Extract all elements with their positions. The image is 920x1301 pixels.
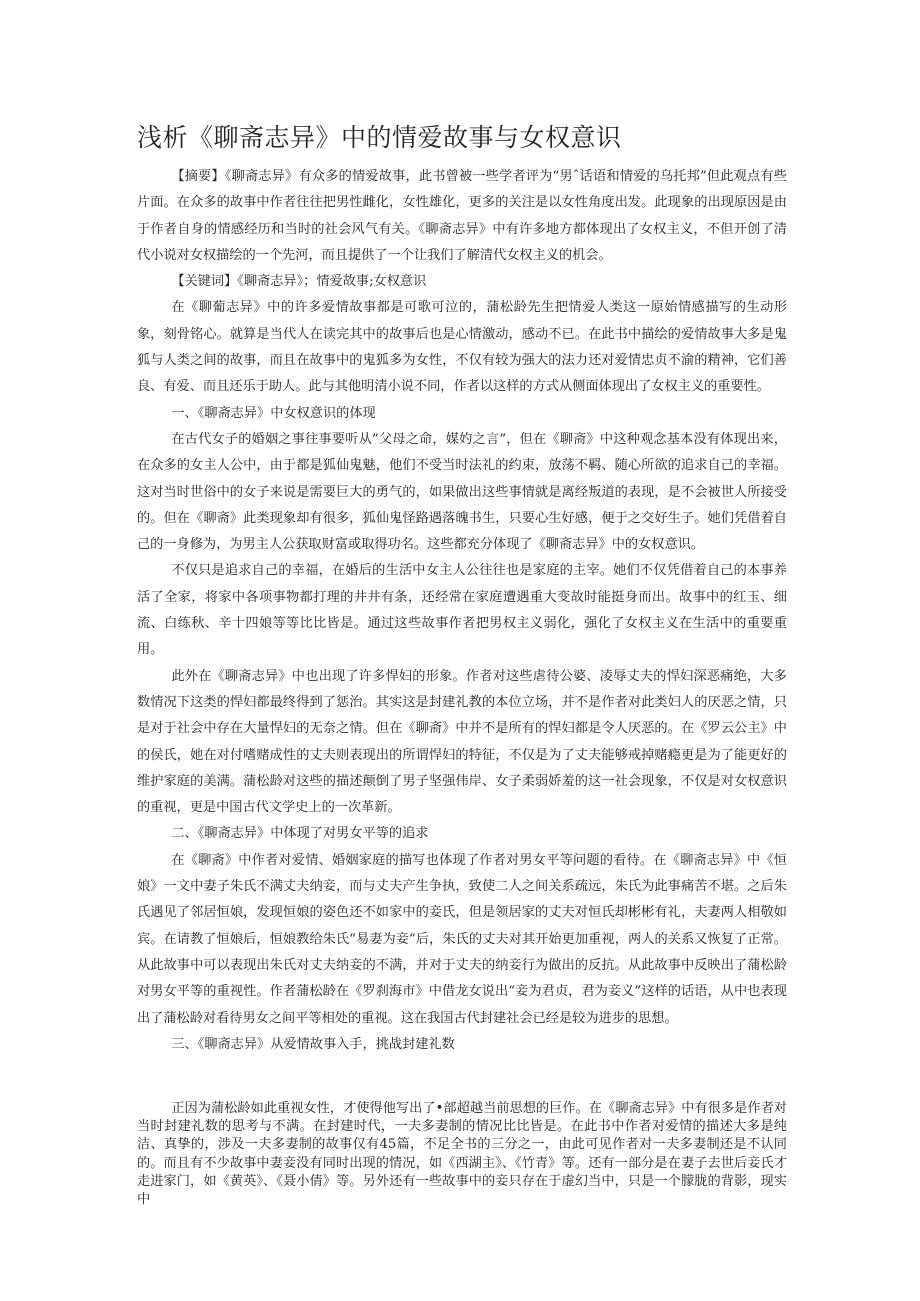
section-heading: 三、《聊斋志异》从爱情故事入手，挑战封建礼数 bbox=[171, 1036, 455, 1052]
section-heading: 一、《聊斋志异》中女权意识的体现 bbox=[171, 405, 376, 421]
body-paragraph: 此外在《聊斋志异》中也出现了许多悍妇的形象。作者对这些虐待公婆、凌辱丈夫的悍妇深恶痛绝，大多数情况下这类的悍妇都最终得到了惩治。其实这是封建礼教的本位立场，并不是作者对此类妇人的厌恶之情，只是对于社会中存在大量悍妇的无奈之情。但在《聊斋》中并不是所有的悍妇都是令人厌恶的。在《罗云公主》中的侯氏，她在对付嗜赌成性的丈夫则表现出的所谓悍妇的特征，不仅是为了丈夫能够戒掉赌瘾更是为了能更好的维护家庭的美满。蒲松龄对这些的描述颠倒了男子坚强伟岸、女子柔弱娇羞的这一社会现象，不仅是对女权意识的重视，更是中国古代文学史上的一次革新。 bbox=[137, 668, 787, 816]
document-body bbox=[137, 164, 787, 1058]
document-title: 浅析《聊斋志异》中的情爱故事与女权意识 bbox=[137, 123, 622, 152]
section-heading: 二、《聊斋志异》中体现了对男女平等的追求 bbox=[171, 826, 429, 842]
keywords-paragraph: 【关键词】《聊斋志异》；情爱故事;女权意识 bbox=[171, 274, 427, 290]
body-paragraph: 在《聊葡志异》中的许多爱情故事都是可歌可泣的，蒲松龄先生把情爱人类这一原始情感描写的生动形象，刻骨铭心。就算是当代人在读完其中的故事后也是心情激动，感动不已。在此书中描绘的爱情故事大多是鬼狐与人类之间的故事，而且在故事中的鬼狐多为女性，不仅有较为强大的法力还对爱情忠贞不渝的精神，它们善良、有爱、而且还乐于助人。此与其他明清小说不同，作者以这样的方式从侧面体现出了女权主义的重要性。 bbox=[137, 300, 787, 395]
abstract-paragraph: 【摘要】《聊斋志异》有众多的情爱故事，此书曾被一些学者评为“男ˆ话语和情爱的乌托邦”但此观点有些片面。在众多的故事中作者往往把男性雌化，女性雄化，更多的关注是以女性角度出发。此现象的出现原因是由于作者自身的情感经历和当时的社会风气有关。《聊斋志异》中有许多地方都体现出了女权主义，不但开创了清代小说对女权描绘的一个先河，而且提供了一个让我们了解清代女权主义的机会。 bbox=[137, 169, 787, 263]
body-paragraph: 不仅只是追求自己的幸福，在婚后的生活中女主人公往往也是家庭的主宰。她们不仅凭借着自己的本事养活了全家，将家中各项事物都打理的井井有条，还经常在家庭遭遇重大变故时能挺身而出。故事中的红玉、细流、白练秋、辛十四娘等等比比皆是。通过这些故事作者把男权主义弱化，强化了女权主义在生活中的重要重用。 bbox=[137, 563, 787, 658]
body-paragraph: 正因为蒲松龄如此重视女性，才使得他写出了•部超越当前思想的巨作。在《聊斋志异》中有很多是作者对当时封建礼数的思考与不满。在封建时代，一夫多妻制的情况比比皆是。在此书中作者对爱情的描述大多是纯洁、真挚的，涉及一夫多妻制的故事仅有45篇，不足全书的三分之一，由此可见作者对一夫多妻制还是不认同的。而且有不少故事中妻妾没有同时出现的情况，如《西湖主》、《竹青》等。还有一部分是在妻子去世后妾氏才走进家门，如《黄英》、《聂小倩》等。另外还有一些故事中的妾只存在于虚幻当中，只是一个朦胧的背影，现实中 bbox=[137, 1101, 787, 1208]
body-paragraph: 在古代女子的婚姻之事往事要听从”父母之命，媒妁之言”，但在《聊斋》中这种观念基本没有体现出来，在众多的女主人公中，由于都是狐仙鬼魅，他们不受当时法礼的约束，放荡不羁、随心所欲的追求自己的幸福。这对当时世俗中的女子来说是需要巨大的勇气的，如果做出这些事情就是离经叛道的表现，是不会被世人所接受的。但在《聊斋》此类现象却有很多，狐仙鬼怪路遇落魄书生，只要心生好感，便于之交好生子。她们凭借着自己的一身修为，为男主人公获取财富或取得功名。这些都充分体现了《聊斋志异》中的女权意识。 bbox=[137, 431, 787, 553]
document-tail bbox=[137, 1100, 787, 1209]
body-paragraph: 在《聊斋》中作者对爱情、婚姻家庭的描写也体现了作者对男女平等问题的看待。在《聊斋志异》中《恒娘》一文中妻子朱氏不满丈夫纳妾，而与丈夫产生争执，致使二人之间关系疏远，朱氏为此事痛苦不堪。之后朱氏遇见了邻居恒娘，发现恒娘的姿色还不如家中的妾氏，但是领居家的丈夫对恒氏却彬彬有礼，夫妻两人相敬如宾。在请教了恒娘后，恒娘教给朱氏“易妻为妾”后，朱氏的丈夫对其开始更加重视，两人的关系又恢复了正常。从此故事中可以表现出朱氏对丈夫纳妾的不满，并对于丈夫的纳妾行为做出的反抗。从此故事中反映出了蒲松龄对男女平等的重视性。作者蒲松龄在《罗刹海市》中借龙女说出“妾为君贞，君为妾义”这样的话语，从中也表现出了蒲松龄对看待男女之间平等相处的重视。这在我国古代封建社会已经是较为进步的思想。 bbox=[137, 852, 787, 1026]
